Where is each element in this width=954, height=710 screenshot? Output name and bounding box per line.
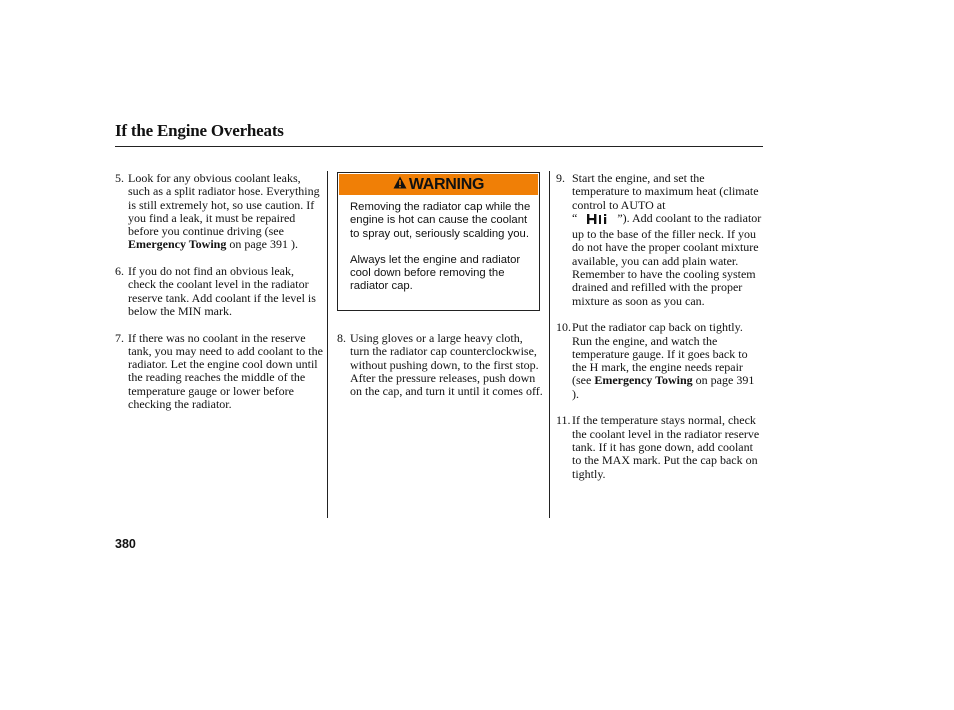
warning-body [338, 196, 539, 294]
step-6: 6. If you do not find an obvious leak, check the coolant level in the radiator reserve tank. Add coolant if the level is below the MIN mark. [115, 264, 316, 318]
page-title: If the Engine Overheats [115, 121, 284, 140]
warning-para-1: Removing the radiator cap while the engine is hot can cause the coolant to spray out, seriously scalding you. [350, 201, 531, 240]
emergency-towing-ref: Emergency Towing [128, 237, 227, 252]
warning-title: WARNING [408, 175, 485, 193]
emergency-towing-ref-2: Emergency Towing [594, 373, 693, 388]
step-11: 11. If the temperature stays normal, check the coolant level in the radiator reserve tank. If it has gone down, add coolant to the MAX mark. Put the cap back on tightly. [556, 413, 760, 481]
column-divider-1 [327, 171, 328, 518]
column-1 [115, 172, 323, 411]
step-10: 10. Put the radiator cap back on tightly. Run the engine, and watch the temperature gauge. If it goes back to the H mark, the engine needs repair (see Emergency Towing on page 391 ). [556, 320, 755, 401]
hi-fan-icon [587, 213, 613, 228]
column-divider-2 [549, 171, 550, 518]
warning-box [337, 172, 540, 311]
warning-para-2: Always let the engine and radiator cool down before removing the radiator cap. [350, 253, 521, 293]
step-9: 9. Start the engine, and set the temperature to maximum heat (climate control to AUTO at “ ”). Add coolant to the radiator up to the base of the filler neck. If you do not have the proper coolant mixture available, you can add plain water. Remember to have the cooling system drained and refilled with the proper mixture as soon as you can. [556, 171, 762, 308]
title-rule [115, 146, 763, 147]
step-7: 7. If there was no coolant in the reserve tank, you may need to add coolant to the radiator. Let the engine cool down until the reading reaches the middle of the temperature gauge or lower before checking the radiator. [115, 330, 323, 412]
column-2 [337, 332, 543, 398]
step-5: 5. Look for any obvious coolant leaks, such as a split radiator hose. Everything is still extremely hot, so use caution. If you find a leak, it must be repaired before you continue driving (see Emergency Towing on page 391 ). [115, 171, 320, 252]
page-number: 380 [115, 537, 136, 551]
warning-triangle-icon [393, 176, 407, 194]
warning-header [339, 174, 538, 195]
column-3 [556, 172, 762, 481]
step-8: 8. Using gloves or a large heavy cloth, turn the radiator cap counterclockwise, without pushing down, to the first stop. After the pressure releases, push down on the cap, and turn it until it comes off. [337, 331, 543, 399]
